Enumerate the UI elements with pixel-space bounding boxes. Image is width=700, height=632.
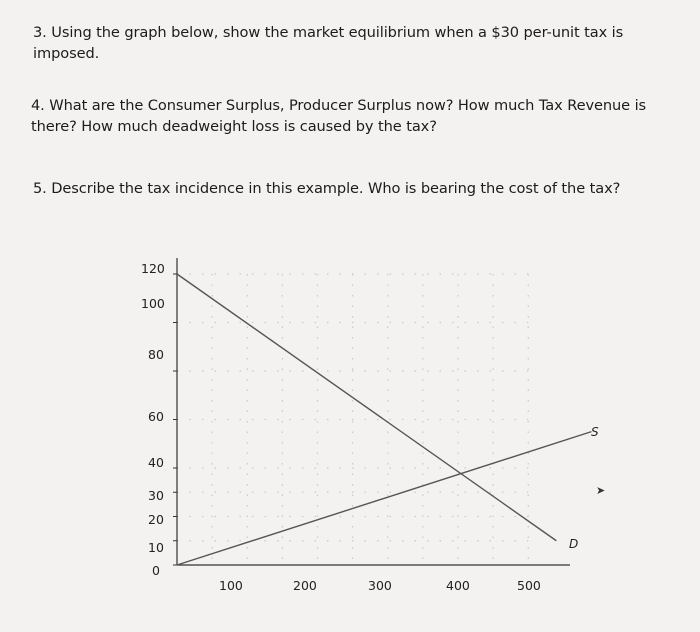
y-tick-label: 20 [148, 512, 164, 527]
y-tick-label: 0 [152, 563, 160, 578]
supply-curve-label: S [591, 425, 599, 439]
x-tick-label: 400 [446, 578, 470, 593]
y-tick-label: 80 [148, 347, 164, 362]
y-tick-label: 60 [148, 409, 164, 424]
question-4: 4. What are the Consumer Surplus, Producer Surplus now? How much Tax Revenue is there? How much deadweight loss is caused by the tax? [31, 97, 647, 135]
x-tick-label: 500 [517, 578, 541, 593]
x-tick-label: 100 [219, 578, 243, 593]
demand-curve-label: D [569, 537, 579, 551]
question-3: 3. Using the graph below, show the market equilibrium when a $30 per-unit tax is imposed. [33, 24, 624, 62]
y-tick-label: 120 [141, 261, 165, 276]
y-tick-label: 100 [141, 296, 165, 311]
arrow-icon: ➤ [596, 484, 606, 497]
y-tick-label: 40 [148, 455, 164, 470]
demand-curve [177, 274, 556, 541]
x-tick-label: 300 [368, 578, 392, 593]
x-tick-label: 200 [293, 578, 317, 593]
y-tick-label: 30 [148, 488, 164, 503]
dotted-grid [177, 274, 528, 565]
supply-curve [177, 432, 591, 565]
y-tick-label: 10 [148, 540, 164, 555]
question-5: 5. Describe the tax incidence in this example. Who is bearing the cost of the tax? [33, 180, 621, 197]
